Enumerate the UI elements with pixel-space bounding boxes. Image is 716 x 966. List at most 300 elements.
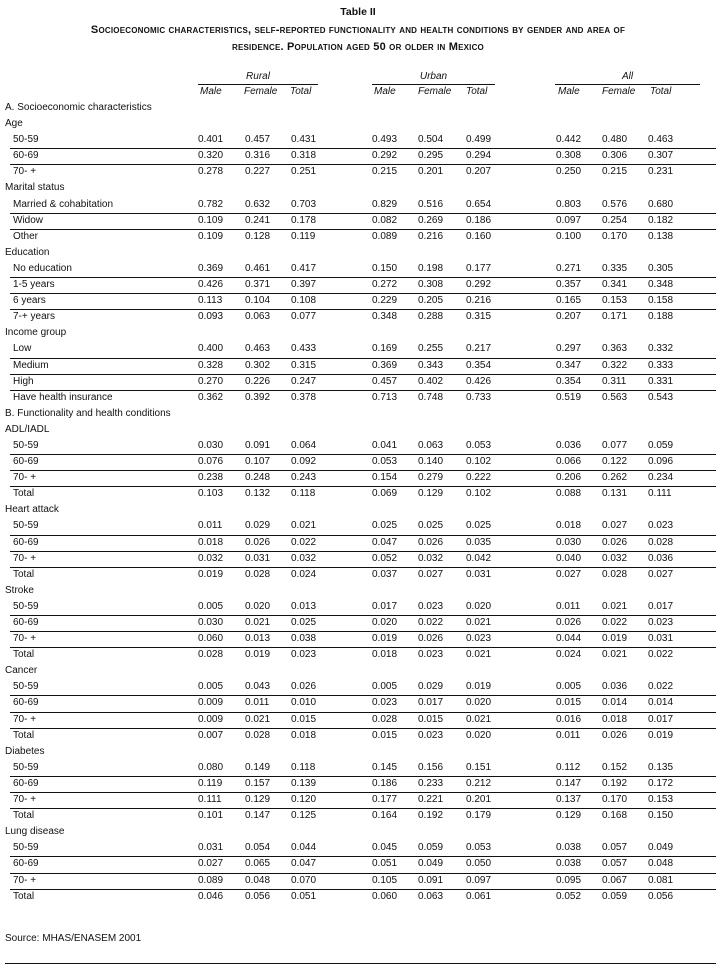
cell-urban-total: 0.021 xyxy=(466,713,492,725)
cell-urban-total: 0.053 xyxy=(466,439,492,451)
cell-rural-female: 0.048 xyxy=(245,874,271,886)
cell-rural-male: 0.113 xyxy=(198,295,223,307)
cell-all-male: 0.011 xyxy=(556,600,581,612)
row-label: Heart attack xyxy=(5,504,59,516)
cell-urban-male: 0.272 xyxy=(372,279,398,291)
cell-rural-male: 0.080 xyxy=(198,761,224,773)
cell-urban-total: 0.020 xyxy=(466,729,492,741)
column-header-urban-female: Female xyxy=(418,86,452,97)
cell-rural-total: 0.021 xyxy=(291,520,317,532)
cell-all-total: 0.019 xyxy=(648,729,674,741)
cell-all-female: 0.576 xyxy=(602,198,628,210)
cell-rural-total: 0.025 xyxy=(291,617,317,628)
cell-rural-female: 0.021 xyxy=(245,713,271,725)
cell-rural-male: 0.031 xyxy=(198,842,224,854)
cell-urban-female: 0.025 xyxy=(418,520,444,532)
cell-rural-total: 0.022 xyxy=(291,536,317,548)
cell-urban-female: 0.192 xyxy=(418,810,444,822)
group-heading xyxy=(0,422,716,438)
cell-rural-female: 0.031 xyxy=(245,552,271,564)
cell-rural-total: 0.139 xyxy=(291,777,317,789)
cell-rural-male: 0.089 xyxy=(198,874,224,886)
table-row xyxy=(0,229,716,245)
row-label: Age xyxy=(5,118,23,130)
cell-urban-female: 0.026 xyxy=(418,536,444,548)
table-row xyxy=(0,164,716,180)
cell-all-total: 0.049 xyxy=(648,842,674,854)
cell-all-male: 0.040 xyxy=(556,552,582,564)
cell-all-total: 0.027 xyxy=(648,568,674,580)
cell-urban-total: 0.050 xyxy=(466,858,492,870)
cell-rural-total: 0.118 xyxy=(291,488,316,500)
group-heading xyxy=(0,663,716,679)
table-row xyxy=(0,518,716,534)
row-label: Stroke xyxy=(5,584,34,596)
cell-rural-male: 0.032 xyxy=(198,552,224,564)
cell-urban-male: 0.292 xyxy=(372,150,398,162)
cell-all-total: 0.138 xyxy=(648,230,674,242)
cell-all-female: 0.341 xyxy=(602,279,628,291)
cell-rural-female: 0.026 xyxy=(245,536,271,548)
table-row xyxy=(0,148,716,164)
cell-rural-female: 0.392 xyxy=(245,391,271,403)
section-heading xyxy=(0,100,716,116)
cell-all-female: 0.170 xyxy=(602,230,628,242)
cell-rural-male: 0.109 xyxy=(198,214,224,226)
cell-all-female: 0.022 xyxy=(602,617,628,628)
title-line-2: residence. Population aged 50 or older in Mexico xyxy=(232,41,484,53)
table-row xyxy=(0,792,716,808)
cell-rural-total: 0.178 xyxy=(291,214,317,226)
cell-rural-male: 0.076 xyxy=(198,456,224,468)
title-line-1: Socioeconomic characteristics, self-reported functionality and health conditions by gender and area of xyxy=(90,24,626,36)
cell-all-total: 0.023 xyxy=(648,520,674,532)
cell-all-total: 0.036 xyxy=(648,552,674,564)
cell-urban-female: 0.279 xyxy=(418,472,444,484)
cell-rural-total: 0.378 xyxy=(291,391,317,403)
cell-urban-male: 0.037 xyxy=(372,568,398,580)
cell-urban-male: 0.082 xyxy=(372,214,398,226)
table-row xyxy=(0,808,716,824)
cell-rural-female: 0.091 xyxy=(245,439,271,451)
cell-all-total: 0.096 xyxy=(648,456,674,468)
cell-rural-total: 0.064 xyxy=(291,439,317,451)
cell-urban-female: 0.198 xyxy=(418,262,444,274)
cell-rural-male: 0.278 xyxy=(198,166,224,178)
cell-rural-female: 0.019 xyxy=(245,649,271,661)
cell-all-female: 0.021 xyxy=(602,600,628,612)
cell-rural-female: 0.463 xyxy=(245,343,271,355)
group-heading xyxy=(0,180,716,196)
table-row xyxy=(0,873,716,889)
cell-all-female: 0.262 xyxy=(602,472,628,484)
cell-urban-total: 0.035 xyxy=(466,536,492,548)
cell-all-female: 0.028 xyxy=(602,568,628,580)
row-label: 60-69 xyxy=(13,697,39,709)
table-row xyxy=(0,728,716,744)
cell-all-male: 0.066 xyxy=(556,456,582,468)
cell-rural-total: 0.125 xyxy=(291,810,317,822)
cell-rural-female: 0.028 xyxy=(245,568,271,580)
cell-urban-total: 0.061 xyxy=(466,890,492,902)
cell-rural-male: 0.369 xyxy=(198,262,224,274)
table-row xyxy=(0,486,716,502)
column-header-all-total: Total xyxy=(650,86,672,97)
cell-rural-male: 0.030 xyxy=(198,617,224,628)
table-row xyxy=(0,213,716,229)
cell-all-male: 0.112 xyxy=(556,761,581,773)
section-heading xyxy=(0,406,716,422)
cell-all-female: 0.192 xyxy=(602,777,628,789)
table-row xyxy=(0,374,716,390)
cell-all-total: 0.017 xyxy=(648,600,674,612)
cell-rural-female: 0.226 xyxy=(245,375,271,387)
cell-urban-male: 0.020 xyxy=(372,617,398,628)
cell-urban-total: 0.654 xyxy=(466,198,492,210)
cell-all-male: 0.097 xyxy=(556,214,582,226)
row-label: 1-5 years xyxy=(13,279,55,291)
cell-rural-female: 0.302 xyxy=(245,359,271,371)
cell-all-total: 0.543 xyxy=(648,391,674,403)
cell-urban-total: 0.160 xyxy=(466,230,492,242)
cell-rural-male: 0.027 xyxy=(198,858,224,870)
cell-all-male: 0.271 xyxy=(556,262,582,274)
cell-rural-total: 0.044 xyxy=(291,842,317,854)
cell-rural-male: 0.401 xyxy=(198,134,224,146)
cell-urban-male: 0.052 xyxy=(372,552,398,564)
cell-all-total: 0.014 xyxy=(648,697,674,709)
table-row xyxy=(0,261,716,277)
cell-rural-total: 0.038 xyxy=(291,633,317,645)
cell-urban-male: 0.145 xyxy=(372,761,398,773)
cell-rural-male: 0.005 xyxy=(198,600,224,612)
row-label: Total xyxy=(13,568,35,580)
row-label: Total xyxy=(13,810,35,822)
cell-all-female: 0.171 xyxy=(602,311,628,323)
cell-rural-female: 0.043 xyxy=(245,681,271,693)
cell-all-total: 0.022 xyxy=(648,649,674,661)
row-label: 50-59 xyxy=(13,520,39,532)
cell-rural-total: 0.032 xyxy=(291,552,317,564)
cell-rural-total: 0.315 xyxy=(291,359,317,371)
cell-rural-male: 0.782 xyxy=(198,198,224,210)
cell-urban-female: 0.516 xyxy=(418,198,444,210)
row-label: B. Functionality and health conditions xyxy=(5,407,171,419)
cell-rural-male: 0.238 xyxy=(198,472,224,484)
cell-urban-female: 0.063 xyxy=(418,890,444,902)
cell-urban-female: 0.027 xyxy=(418,568,444,580)
cell-rural-total: 0.092 xyxy=(291,456,317,468)
cell-rural-male: 0.030 xyxy=(198,439,224,451)
cell-rural-total: 0.318 xyxy=(291,150,317,162)
table-row xyxy=(0,293,716,309)
cell-all-male: 0.137 xyxy=(556,794,582,806)
group-heading xyxy=(0,325,716,341)
cell-urban-male: 0.829 xyxy=(372,198,398,210)
column-header-rural-total: Total xyxy=(290,86,312,97)
cell-urban-total: 0.019 xyxy=(466,681,492,693)
table-row xyxy=(0,567,716,583)
cell-urban-female: 0.233 xyxy=(418,777,444,789)
cell-urban-female: 0.029 xyxy=(418,681,444,693)
column-header-all-male: Male xyxy=(558,86,580,97)
cell-urban-male: 0.023 xyxy=(372,697,398,709)
cell-rural-total: 0.243 xyxy=(291,472,317,484)
row-label: Total xyxy=(13,729,35,741)
row-label: Low xyxy=(13,343,32,355)
cell-rural-male: 0.018 xyxy=(198,536,224,548)
cell-urban-total: 0.023 xyxy=(466,633,492,645)
cell-rural-female: 0.457 xyxy=(245,134,271,146)
table-row xyxy=(0,840,716,856)
cell-all-total: 0.172 xyxy=(648,777,674,789)
cell-urban-female: 0.015 xyxy=(418,713,444,725)
cell-all-male: 0.005 xyxy=(556,681,582,693)
cell-urban-total: 0.151 xyxy=(466,761,492,773)
cell-all-male: 0.044 xyxy=(556,633,582,645)
cell-urban-male: 0.047 xyxy=(372,536,398,548)
cell-rural-total: 0.397 xyxy=(291,279,317,291)
row-label: 50-59 xyxy=(13,134,39,146)
cell-all-male: 0.147 xyxy=(556,777,582,789)
cell-rural-female: 0.129 xyxy=(245,794,271,806)
cell-urban-male: 0.018 xyxy=(372,649,398,661)
cell-rural-total: 0.026 xyxy=(291,681,317,693)
cell-all-male: 0.100 xyxy=(556,230,582,242)
cell-rural-male: 0.101 xyxy=(198,810,224,822)
cell-urban-total: 0.042 xyxy=(466,552,492,564)
row-label: 70- + xyxy=(13,713,37,725)
cell-urban-female: 0.140 xyxy=(418,456,444,468)
cell-all-total: 0.031 xyxy=(648,633,674,645)
cell-urban-total: 0.102 xyxy=(466,488,492,500)
cell-rural-female: 0.028 xyxy=(245,729,271,741)
cell-all-total: 0.150 xyxy=(648,810,674,822)
cell-urban-female: 0.201 xyxy=(418,166,444,178)
table-title xyxy=(20,22,696,56)
cell-all-total: 0.059 xyxy=(648,439,674,451)
cell-rural-total: 0.431 xyxy=(291,134,317,146)
cell-all-total: 0.023 xyxy=(648,617,674,628)
cell-rural-female: 0.149 xyxy=(245,761,271,773)
cell-urban-female: 0.205 xyxy=(418,295,444,307)
row-label: Diabetes xyxy=(5,745,45,757)
cell-urban-female: 0.343 xyxy=(418,359,444,371)
cell-urban-male: 0.051 xyxy=(372,858,398,870)
cell-all-female: 0.168 xyxy=(602,810,628,822)
cell-rural-female: 0.632 xyxy=(245,198,271,210)
cell-urban-total: 0.212 xyxy=(466,777,492,789)
cell-urban-total: 0.102 xyxy=(466,456,492,468)
cell-urban-female: 0.026 xyxy=(418,633,444,645)
cell-all-female: 0.032 xyxy=(602,552,628,564)
cell-rural-female: 0.128 xyxy=(245,230,271,242)
cell-urban-male: 0.713 xyxy=(372,391,398,403)
cell-urban-male: 0.369 xyxy=(372,359,398,371)
cell-rural-male: 0.011 xyxy=(198,520,223,532)
cell-urban-female: 0.221 xyxy=(418,794,444,806)
cell-rural-male: 0.111 xyxy=(198,794,222,806)
cell-rural-male: 0.009 xyxy=(198,697,224,709)
cell-urban-male: 0.154 xyxy=(372,472,398,484)
cell-rural-female: 0.011 xyxy=(245,697,270,709)
table-row xyxy=(0,647,716,663)
cell-rural-female: 0.021 xyxy=(245,617,271,628)
row-label: 50-59 xyxy=(13,600,39,612)
row-label: Total xyxy=(13,890,35,902)
cell-all-total: 0.153 xyxy=(648,794,674,806)
cell-rural-male: 0.328 xyxy=(198,359,224,371)
cell-all-female: 0.057 xyxy=(602,842,628,854)
cell-all-male: 0.018 xyxy=(556,520,582,532)
cell-urban-female: 0.402 xyxy=(418,375,444,387)
cell-all-total: 0.017 xyxy=(648,713,674,725)
table-row xyxy=(0,760,716,776)
cell-urban-total: 0.020 xyxy=(466,600,492,612)
cell-rural-total: 0.013 xyxy=(291,600,317,612)
cell-rural-male: 0.320 xyxy=(198,150,224,162)
cell-rural-male: 0.009 xyxy=(198,713,224,725)
table-row xyxy=(0,197,716,213)
cell-all-male: 0.297 xyxy=(556,343,582,355)
row-label: Other xyxy=(13,230,39,242)
cell-urban-male: 0.493 xyxy=(372,134,398,146)
cell-rural-male: 0.270 xyxy=(198,375,224,387)
cell-urban-female: 0.288 xyxy=(418,311,444,323)
cell-urban-male: 0.177 xyxy=(372,794,398,806)
table-row xyxy=(0,438,716,454)
cell-all-male: 0.052 xyxy=(556,890,582,902)
cell-rural-female: 0.461 xyxy=(245,262,271,274)
cell-all-male: 0.088 xyxy=(556,488,582,500)
cell-all-male: 0.095 xyxy=(556,874,582,886)
cell-urban-total: 0.179 xyxy=(466,810,492,822)
cell-all-male: 0.036 xyxy=(556,439,582,451)
table-row xyxy=(0,776,716,792)
cell-urban-female: 0.023 xyxy=(418,729,444,741)
cell-rural-total: 0.247 xyxy=(291,375,317,387)
cell-rural-male: 0.103 xyxy=(198,488,224,500)
cell-urban-female: 0.308 xyxy=(418,279,444,291)
cell-all-male: 0.011 xyxy=(556,729,581,741)
cell-all-female: 0.014 xyxy=(602,697,628,709)
row-label: 70- + xyxy=(13,552,37,564)
cell-all-female: 0.480 xyxy=(602,134,628,146)
cell-urban-male: 0.150 xyxy=(372,262,398,274)
cell-rural-female: 0.029 xyxy=(245,520,271,532)
cell-all-female: 0.170 xyxy=(602,794,628,806)
cell-all-female: 0.021 xyxy=(602,649,628,661)
cell-urban-male: 0.060 xyxy=(372,890,398,902)
cell-urban-male: 0.215 xyxy=(372,166,398,178)
cell-rural-total: 0.018 xyxy=(291,729,317,741)
table-row xyxy=(0,695,716,711)
cell-urban-male: 0.028 xyxy=(372,713,398,725)
cell-all-female: 0.153 xyxy=(602,295,628,307)
cell-all-male: 0.026 xyxy=(556,617,582,628)
cell-all-total: 0.305 xyxy=(648,262,674,274)
cell-all-total: 0.158 xyxy=(648,295,674,307)
table-row xyxy=(0,470,716,486)
cell-all-male: 0.015 xyxy=(556,697,582,709)
cell-urban-female: 0.063 xyxy=(418,439,444,451)
cell-urban-female: 0.023 xyxy=(418,600,444,612)
cell-rural-female: 0.132 xyxy=(245,488,271,500)
row-label: 6 years xyxy=(13,295,46,307)
cell-all-female: 0.322 xyxy=(602,359,628,371)
group-header-rural: Rural xyxy=(198,71,318,85)
cell-urban-female: 0.022 xyxy=(418,617,444,628)
cell-rural-female: 0.054 xyxy=(245,842,271,854)
cell-all-total: 0.022 xyxy=(648,681,674,693)
cell-rural-female: 0.013 xyxy=(245,633,271,645)
group-heading xyxy=(0,502,716,518)
cell-urban-total: 0.053 xyxy=(466,842,492,854)
cell-rural-total: 0.010 xyxy=(291,697,317,709)
cell-urban-total: 0.292 xyxy=(466,279,492,291)
cell-urban-male: 0.348 xyxy=(372,311,398,323)
cell-all-female: 0.026 xyxy=(602,729,628,741)
cell-all-total: 0.048 xyxy=(648,858,674,870)
row-label: 70- + xyxy=(13,874,37,886)
cell-rural-total: 0.047 xyxy=(291,858,317,870)
table-row xyxy=(0,712,716,728)
cell-urban-female: 0.748 xyxy=(418,391,444,403)
cell-rural-male: 0.046 xyxy=(198,890,224,902)
cell-urban-male: 0.025 xyxy=(372,520,398,532)
cell-all-male: 0.206 xyxy=(556,472,582,484)
row-label: Married & cohabitation xyxy=(13,198,114,210)
table-row xyxy=(0,679,716,695)
row-label: 70- + xyxy=(13,633,37,645)
cell-urban-total: 0.733 xyxy=(466,391,492,403)
cell-all-male: 0.030 xyxy=(556,536,582,548)
cell-urban-total: 0.315 xyxy=(466,311,492,323)
cell-urban-male: 0.015 xyxy=(372,729,398,741)
cell-rural-female: 0.157 xyxy=(245,777,271,789)
cell-all-total: 0.135 xyxy=(648,761,674,773)
cell-urban-female: 0.032 xyxy=(418,552,444,564)
row-label: 60-69 xyxy=(13,777,39,789)
cell-urban-total: 0.021 xyxy=(466,649,492,661)
cell-urban-female: 0.504 xyxy=(418,134,444,146)
cell-rural-male: 0.119 xyxy=(198,777,223,789)
cell-all-female: 0.311 xyxy=(602,375,627,387)
cell-urban-total: 0.499 xyxy=(466,134,492,146)
table-body xyxy=(0,100,716,905)
cell-urban-male: 0.069 xyxy=(372,488,398,500)
cell-urban-total: 0.020 xyxy=(466,697,492,709)
row-label: 50-59 xyxy=(13,761,39,773)
group-heading xyxy=(0,744,716,760)
row-label: 50-59 xyxy=(13,439,39,451)
cell-rural-male: 0.400 xyxy=(198,343,224,355)
cell-rural-female: 0.065 xyxy=(245,858,271,870)
group-heading xyxy=(0,824,716,840)
cell-rural-total: 0.077 xyxy=(291,311,317,323)
cell-urban-total: 0.031 xyxy=(466,568,492,580)
cell-urban-total: 0.201 xyxy=(466,794,492,806)
cell-all-total: 0.182 xyxy=(648,214,674,226)
cell-all-female: 0.122 xyxy=(602,456,628,468)
cell-urban-male: 0.041 xyxy=(372,439,398,451)
cell-urban-female: 0.255 xyxy=(418,343,444,355)
table-row xyxy=(0,454,716,470)
cell-all-total: 0.056 xyxy=(648,890,674,902)
cell-urban-female: 0.017 xyxy=(418,697,444,709)
cell-rural-female: 0.316 xyxy=(245,150,271,162)
cell-urban-total: 0.021 xyxy=(466,617,492,628)
